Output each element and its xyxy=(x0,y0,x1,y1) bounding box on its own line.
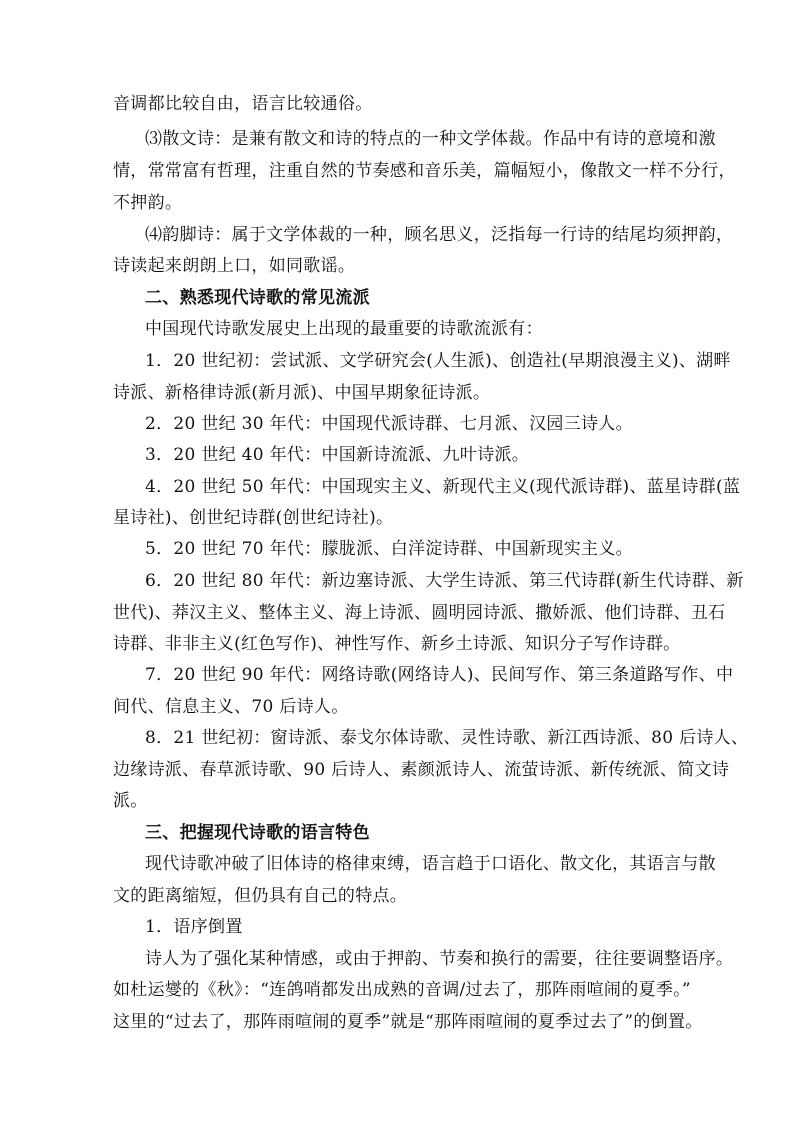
paragraph-line: 文的距离缩短，但仍具有自己的特点。 xyxy=(113,886,408,906)
list-item-continuation: 世代)、莽汉主义、整体主义、海上诗派、圆明园诗派、撒娇派、他们诗群、丑石 xyxy=(113,603,726,623)
list-item: 7．20 世纪 90 年代：网络诗歌(网络诗人)、民间写作、第三条道路写作、中 xyxy=(145,665,734,685)
list-item-continuation: 间代、信息主义、70 后诗人。 xyxy=(113,697,349,717)
list-item: 1．20 世纪初：尝试派、文学研究会(人生派)、创造社(早期浪漫主义)、湖畔 xyxy=(145,351,731,371)
list-item: 4．20 世纪 50 年代：中国现实主义、新现代主义(现代派诗群)、蓝星诗群(蓝 xyxy=(145,477,741,497)
paragraph-line: 诗读起来朗朗上口，如同歌谣。 xyxy=(113,256,356,276)
list-item-continuation: 星诗社)、创世纪诗群(创世纪诗社)。 xyxy=(113,508,394,528)
paragraph-line: 诗人为了强化某种情感，或由于押韵、节奏和换行的需要，往往要调整语序。 xyxy=(145,949,734,969)
list-item-continuation: 诗群、非非主义(红色写作)、神性写作、新乡土诗派、知识分子写作诗群。 xyxy=(113,634,681,654)
section-heading: 二、熟悉现代诗歌的常见流派 xyxy=(145,288,370,308)
paragraph-line: ⑶散文诗：是兼有散文和诗的特点的一种文学体裁。作品中有诗的意境和激 xyxy=(145,129,716,149)
paragraph-line: 音调都比较自由，语言比较通俗。 xyxy=(113,94,373,114)
list-item-continuation: 派。 xyxy=(113,791,148,811)
paragraph-line: 如杜运燮的《秋》：“连鸽哨都发出成熟的音调/过去了，那阵雨喧闹的夏季。” xyxy=(113,980,691,1000)
list-item: 3．20 世纪 40 年代：中国新诗流派、九叶诗派。 xyxy=(145,445,530,465)
paragraph-line: 现代诗歌冲破了旧体诗的格律束缚，语言趋于口语化、散文化，其语言与散 xyxy=(145,854,716,874)
list-item-continuation: 边缘诗派、春草派诗歌、90 后诗人、素颜派诗人、流萤诗派、新传统派、简文诗 xyxy=(113,760,730,780)
paragraph-line: 这里的“过去了，那阵雨喧闹的夏季”就是“那阵雨喧闹的夏季过去了”的倒置。 xyxy=(113,1012,703,1032)
list-item: 5．20 世纪 70 年代：朦胧派、白洋淀诗群、中国新现实主义。 xyxy=(145,539,633,559)
paragraph-line: 中国现代诗歌发展史上出现的最重要的诗歌流派有： xyxy=(145,319,543,339)
section-heading: 三、把握现代诗歌的语言特色 xyxy=(145,823,370,843)
paragraph-line: 情，常常富有哲理，注重自然的节奏感和音乐美，篇幅短小，像散文一样不分行， xyxy=(113,161,736,181)
list-item: 6．20 世纪 80 年代：新边塞诗派、大学生诗派、第三代诗群(新生代诗群、新 xyxy=(145,571,744,591)
subsection-heading: 1．语序倒置 xyxy=(145,917,243,937)
list-item: 8．21 世纪初：窗诗派、泰戈尔体诗歌、灵性诗歌、新江西诗派、80 后诗人、 xyxy=(145,728,749,748)
list-item-continuation: 诗派、新格律诗派(新月派)、中国早期象征诗派。 xyxy=(113,383,491,403)
paragraph-line: ⑷韵脚诗：属于文学体裁的一种，顾名思义，泛指每一行诗的结尾均须押韵， xyxy=(145,225,734,245)
paragraph-line: 不押韵。 xyxy=(113,193,183,213)
list-item: 2．20 世纪 30 年代：中国现代派诗群、七月派、汉园三诗人。 xyxy=(145,414,633,434)
